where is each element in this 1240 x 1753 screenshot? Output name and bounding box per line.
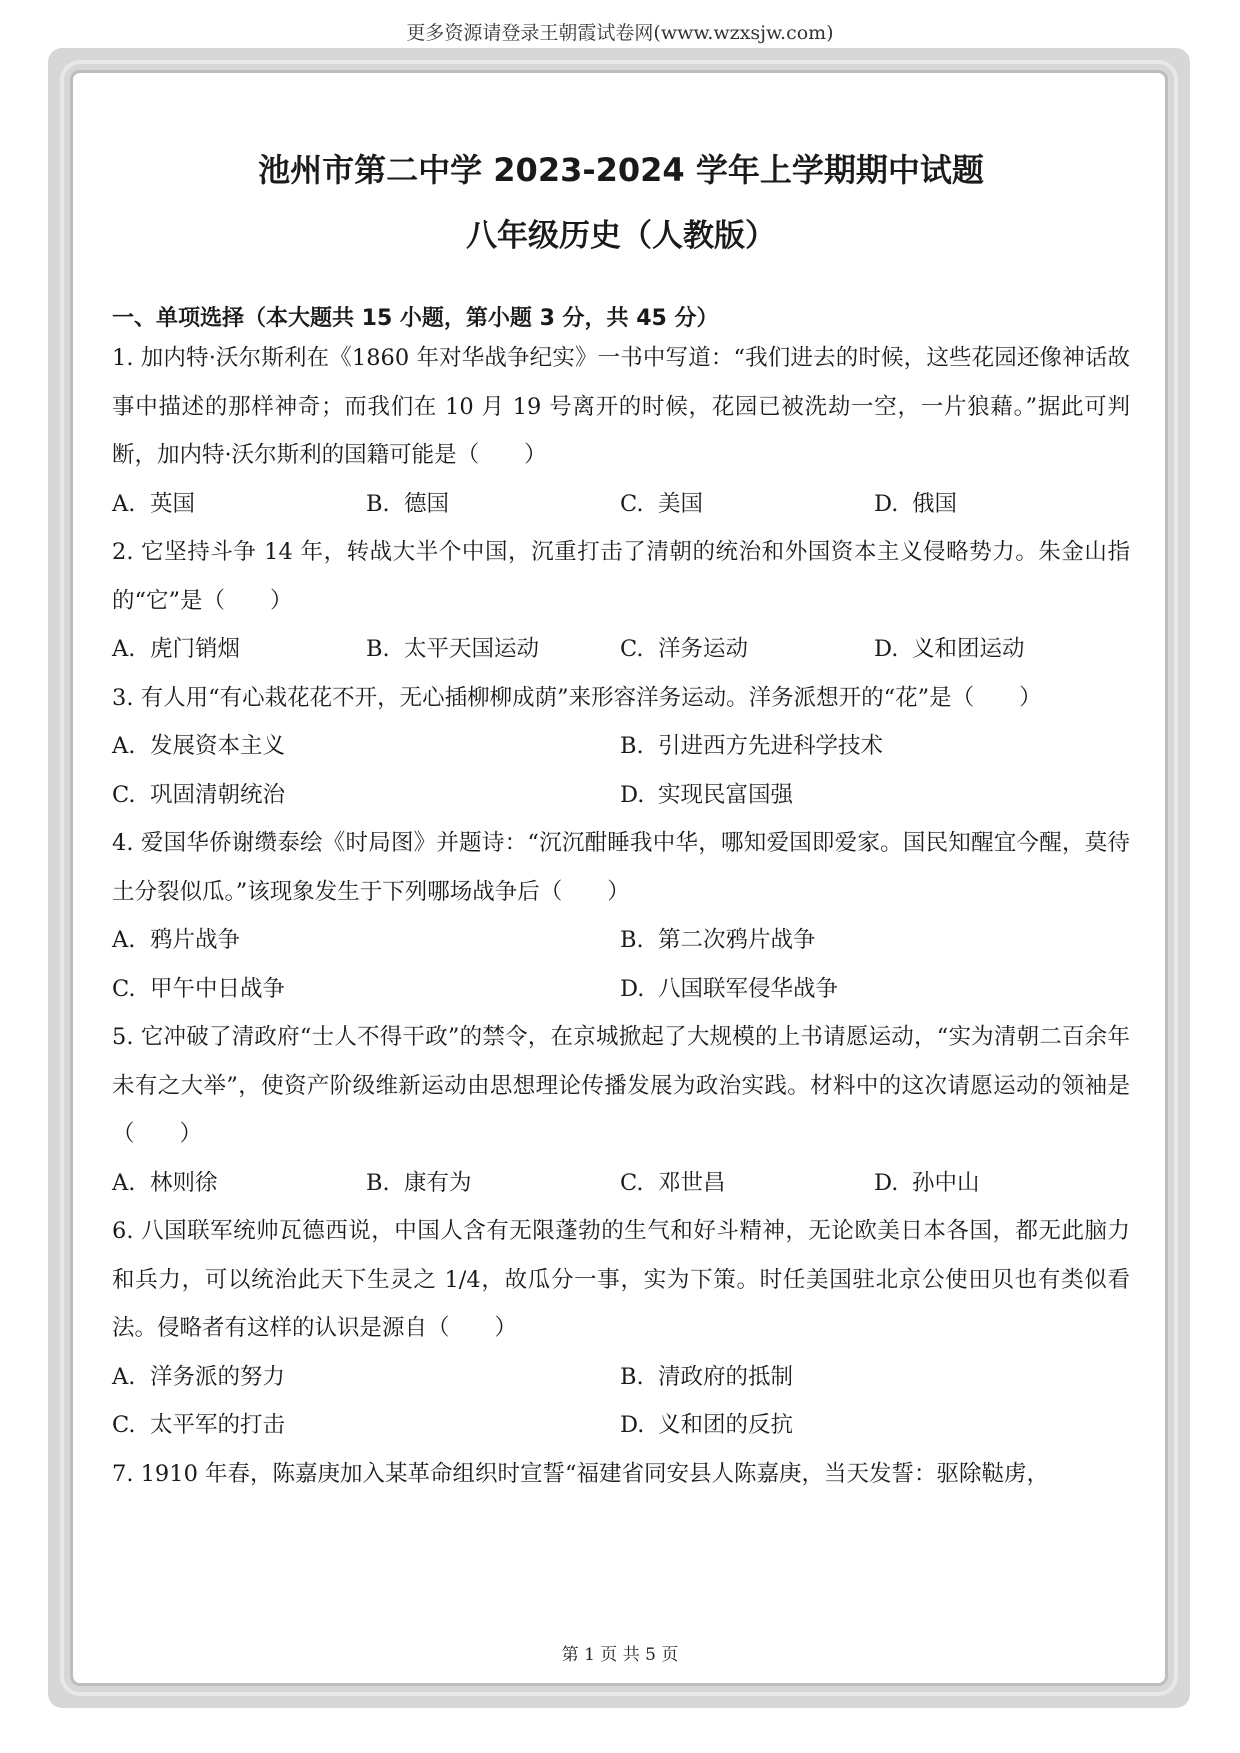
- option-a: A. 洋务派的努力: [112, 1363, 286, 1390]
- question-1: 1. 加内特·沃尔斯利在《1860 年对华战争纪实》一书中写道：“我们进去的时候，这些花园还像神话故事中描述的那样神奇；而我们在 10 月 19 号离开的时候，花园已被洗劫一空，一片狼藉。”据此可判断，加内特·沃尔斯利的国籍可能是（ ）: [112, 345, 1130, 468]
- watermark: 更多资源请登录王朝霞试卷网(www.wzxsjw.com): [406, 22, 834, 44]
- question-2: 2. 它坚持斗争 14 年，转战大半个中国，沉重打击了清朝的统治和外国资本主义侵略势力。朱金山指的“它”是（ ）: [112, 539, 1130, 614]
- option-a: A. 虎门销烟: [112, 636, 241, 662]
- page-footer: 第 1 页 共 5 页: [561, 1645, 679, 1665]
- option-b: B. 清政府的抵制: [620, 1363, 794, 1390]
- question-2-options: [112, 625, 1130, 674]
- option-c: C. 太平军的打击: [112, 1412, 286, 1438]
- question-6: 6. 八国联军统帅瓦德西说，中国人含有无限蓬勃的生气和好斗精神，无论欧美日本各国，都无此脑力和兵力，可以统治此天下生灵之 1/4，故瓜分一事，实为下策。时任美国驻北京公使田贝也有类似看法。侵略者有这样的认识是源自（ ）: [112, 1218, 1130, 1341]
- question-1-options: [112, 480, 1130, 529]
- option-c: C. 甲午中日战争: [112, 975, 286, 1002]
- option-b: B. 康有为: [366, 1169, 472, 1196]
- exam-title: 池州市第二中学 2023-2024 学年上学期期中试题: [258, 151, 984, 189]
- option-c: C. 邓世昌: [620, 1169, 726, 1196]
- option-a: A. 发展资本主义: [112, 733, 286, 759]
- option-b: B. 第二次鸦片战争: [620, 927, 816, 953]
- question-5: 5. 它冲破了清政府“士人不得干政”的禁令，在京城掀起了大规模的上书请愿运动，“实为清朝二百余年未有之大举”，使资产阶级维新运动由思想理论传播发展为政治实践。材料中的这次请愿运动的领袖是（ ）: [112, 1024, 1130, 1147]
- section-heading: 一、单项选择（本大题共 15 小题，第小题 3 分，共 45 分）: [112, 306, 719, 331]
- question-4-options-row1: [112, 916, 1130, 965]
- question-4-options-row2: [112, 965, 1130, 1014]
- option-a: A. 英国: [112, 490, 196, 517]
- option-a: A. 鸦片战争: [112, 927, 241, 953]
- question-3-options-row1: [112, 722, 1130, 771]
- option-b: B. 德国: [366, 490, 450, 517]
- exam-subtitle: 八年级历史（人教版）: [466, 218, 776, 254]
- option-a: A. 林则徐: [112, 1169, 218, 1196]
- question-3-options-row2: [112, 771, 1130, 820]
- question-5-options: [112, 1159, 1130, 1208]
- option-b: B. 引进西方先进科学技术: [620, 733, 884, 759]
- question-4: 4. 爱国华侨谢缵泰绘《时局图》并题诗：“沉沉酣睡我中华，哪知爱国即爱家。国民知醒宜今醒，莫待土分裂似瓜。”该现象发生于下列哪场战争后（ ）: [112, 830, 1130, 905]
- option-c: C. 洋务运动: [620, 636, 749, 662]
- option-c: C. 美国: [620, 490, 704, 517]
- question-3: 3. 有人用“有心栽花花不开，无心插柳柳成荫”来形容洋务运动。洋务派想开的“花”是（ ）: [112, 684, 1042, 711]
- option-d: D. 义和团运动: [874, 636, 1025, 662]
- option-d: D. 八国联军侵华战争: [620, 975, 839, 1002]
- option-d: D. 实现民富国强: [620, 781, 794, 808]
- option-c: C. 巩固清朝统治: [112, 781, 286, 808]
- option-d: D. 孙中山: [874, 1169, 980, 1196]
- option-d: D. 义和团的反抗: [620, 1412, 794, 1438]
- question-6-options-row1: [112, 1353, 1130, 1402]
- question-7: 7. 1910 年春，陈嘉庚加入某革命组织时宣誓“福建省同安县人陈嘉庚，当天发誓：驱除鞑虏，: [112, 1460, 1050, 1487]
- question-6-options-row2: [112, 1401, 1130, 1450]
- option-d: D. 俄国: [874, 490, 958, 517]
- exam-content: [112, 150, 1130, 1498]
- option-b: B. 太平天国运动: [366, 636, 540, 662]
